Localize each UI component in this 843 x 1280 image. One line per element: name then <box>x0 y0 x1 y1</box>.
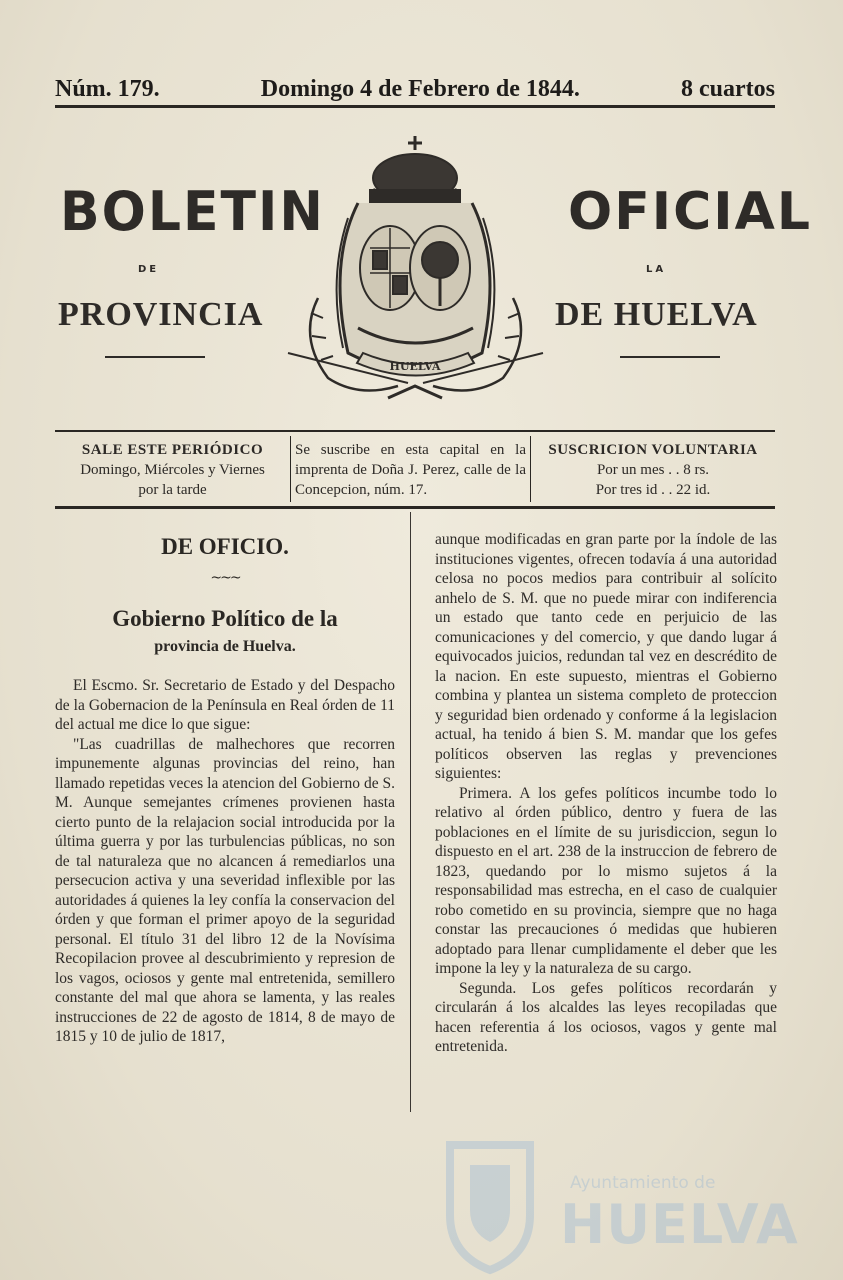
issue-date: Domingo 4 de Febrero de 1844. <box>260 75 580 102</box>
article-title: Gobierno Político de la <box>112 606 338 631</box>
paragraph-segunda: Segunda. Los gefes políticos recordarán y circularán á los alcaldes las leyes recopiladas que hacen referentia á los ociosos, vagos y gente mal entretenida. <box>435 979 777 1055</box>
crest-ribbon-label: HUELVA <box>389 360 441 373</box>
paragraph-quote: "Las cuadrillas de malhechores que recorren impunemente algunas provincias del reino, han llamado repetidas veces la atencion del Gobierno de S. M. Aunque semejantes crímenes provienen hasta cierto punto de la relajacion social introducida por la última guerra y por las turbulencias públicas, no son de tal naturaleza que no alcancen á remediarlos una persecucion activa y una severidad inflexible por las autoridades á quienes la ley confía la conservacion del órden y que forman el primer apoyo de la seguridad personal. El título 31 del libro 12 de la Novísima Recopilacion provee al descubrimiento y represion de los vagos, ociosos y gente mal entretenida, semillero constante del mal que ahora se lamenta, y las reales instrucciones de 22 de agosto de 1814, 8 de mayo de 1815 y 10 de julio de 1817, <box>55 735 395 1045</box>
right-column <box>435 530 777 1057</box>
ornament-divider: ~~~ <box>210 570 240 586</box>
archive-watermark <box>430 1135 799 1275</box>
prices-heading: SUSCRICION VOLUNTARIA <box>548 442 758 458</box>
masthead-provincia: PROVINCIA <box>58 296 264 333</box>
issue-price: 8 cuartos <box>681 75 775 102</box>
masthead-oficial: OFICIAL <box>568 182 812 242</box>
schedule-days: Domingo, Miércoles y Viernes <box>80 462 265 478</box>
publication-schedule <box>55 436 291 502</box>
watermark-shield-icon <box>430 1135 550 1275</box>
subscription-address: Se suscribe en esta capital en la imprenta de Doña J. Perez, calle de la Concepcion, núm. 17. <box>291 436 531 502</box>
masthead-de: DE <box>138 264 160 275</box>
band-top-rule <box>55 430 775 432</box>
article-body-left <box>55 676 395 1047</box>
watermark-text-small: Ayuntamiento de <box>570 1173 716 1193</box>
coat-of-arms-emblem <box>278 128 553 418</box>
issue-header <box>55 74 775 104</box>
paragraph-primera: Primera. A los gefes políticos incumbe todo lo relativo al órden público, dentro y fuera de las poblaciones en el límite de su jurisdiccion, segun lo dispuesto en el art. 238 de la instruccion de febrero de 1823, quedando por lo mismo sujetos á la responsabilidad mas estrecha, en el caso de cualquier robo cometido en su provincia, siempre que no haga constar las precauciones ó medidas que hubieren adoptado para llenar cumplidamente el deber que les impone la ley y la naturaleza de su cargo. <box>435 784 777 977</box>
paragraph-continuation: aunque modificadas en gran parte por la índole de las instituciones vigentes, ofrecen todavía á una autoridad celosa no pocos medios para contribuir al solícito anhelo de S. M. que no puede mirar con indiferencia un estado que tanto cede en perjuicio de las comunicaciones y del comercio, y que dando lugar á equivocados juicios, redundan tal vez en descrédito de la nacion. En este supuesto, mientras el Gobierno combina y plantea un sistema completo de proteccion y seguridad bien ordenado y conforme á la legislacion actual, ha tenido á bien S. M. mandar que los gefes políticos observen las reglas y prevenciones siguientes: <box>435 531 777 782</box>
subscription-prices <box>531 436 775 502</box>
schedule-time: por la tarde <box>138 482 207 498</box>
masthead-la: LA <box>646 264 667 275</box>
paragraph-intro: El Escmo. Sr. Secretario de Estado y del Despacho de la Gobernacion de la Península en Real órden de 11 del actual me dice lo que sigue: <box>55 677 395 733</box>
masthead-boletin: BOLETIN <box>60 180 325 244</box>
subscription-band <box>55 436 775 502</box>
left-column <box>55 528 395 1047</box>
column-divider <box>410 512 411 1112</box>
masthead-de-huelva: DE HUELVA <box>555 296 758 333</box>
article-body-right <box>435 530 777 1057</box>
masthead-dash-left <box>105 356 205 358</box>
schedule-heading: SALE ESTE PERIÓDICO <box>81 442 264 458</box>
section-heading: DE OFICIO. <box>161 534 289 559</box>
header-rule <box>55 105 775 108</box>
price-three-months: Por tres id . . 22 id. <box>595 482 711 498</box>
watermark-text-large: HUELVA <box>560 1193 799 1256</box>
issue-number: Núm. 179. <box>55 75 160 102</box>
band-bottom-rule <box>55 506 775 509</box>
article-subtitle: provincia de Huelva. <box>154 638 296 655</box>
masthead-dash-right <box>620 356 720 358</box>
price-one-month: Por un mes . . 8 rs. <box>596 462 710 478</box>
